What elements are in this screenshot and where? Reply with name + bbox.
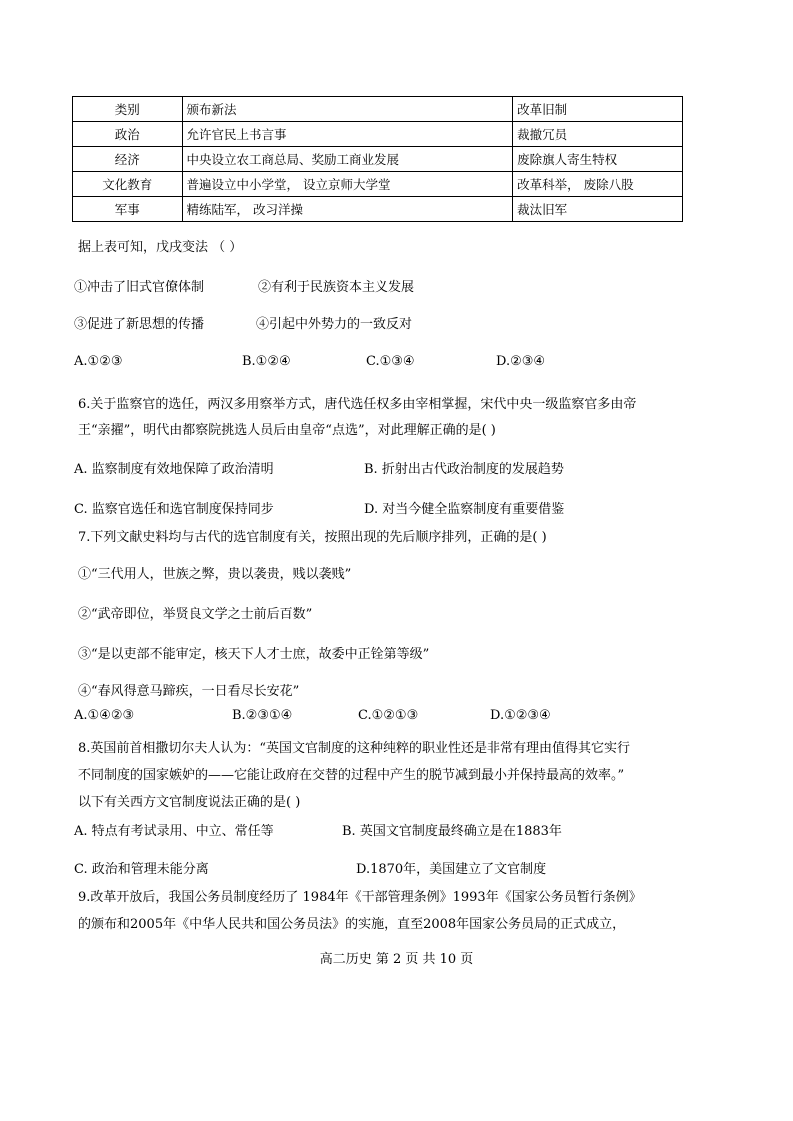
q8-stem: 8.英国前首相撒切尔夫人认为：“英国文官制度的这种纯粹的职业性还是非常有理由值得其它实行 <box>78 741 631 756</box>
q8-option-c[interactable]: C. 政治和管理未能分离 <box>74 862 209 877</box>
q8-stem: 以下有关西方文官制度说法正确的是( ) <box>78 795 301 810</box>
q5-option-c[interactable]: C.①③④ <box>366 354 415 369</box>
q5-item: ②有利于民族资本主义发展 <box>258 280 415 295</box>
table-row <box>73 122 683 147</box>
q6-option-a[interactable]: A. 监察制度有效地保障了政治清明 <box>74 462 274 477</box>
table-header-row <box>73 97 683 122</box>
table-row <box>73 172 683 197</box>
q9-stem: 的颁布和2005年《中华人民共和国公务员法》的实施，直至2008年国家公务员局的正式成立， <box>78 917 626 932</box>
q7-option-b[interactable]: B.②③①④ <box>232 708 293 723</box>
q7-quote: ②“武帝即位，举贤良文学之士前后百数” <box>78 607 313 622</box>
q6-option-d[interactable]: D. 对当今健全监察制度有重要借鉴 <box>364 502 565 517</box>
q5-stem: 据上表可知，戊戌变法 （ ） <box>78 240 243 255</box>
q7-option-d[interactable]: D.①②③④ <box>490 708 551 723</box>
q5-item: ①冲击了旧式官僚体制 <box>74 280 205 295</box>
table-cell: 改革科举， 废除八股 <box>513 172 683 197</box>
q6-stem: 王“亲擢”，明代由都察院挑选人员后由皇帝“点选”，对此理解正确的是( ) <box>78 423 496 438</box>
table-cell: 文化教育 <box>73 172 183 197</box>
q9-stem: 9.改革开放后，我国公务员制度经历了 1984年《干部管理条例》1993年《国家公务员暂行条例》 <box>78 890 642 905</box>
table-cell: 精练陆军， 改习洋操 <box>182 197 513 222</box>
table-cell: 裁撤冗员 <box>513 122 683 147</box>
q6-option-b[interactable]: B. 折射出古代政治制度的发展趋势 <box>364 462 564 477</box>
table-row <box>73 197 683 222</box>
q7-quote: ④“春风得意马蹄疾，一日看尽长安花” <box>78 684 300 699</box>
q7-stem: 7.下列文献史料均与古代的选官制度有关，按照出现的先后顺序排列，正确的是( ) <box>78 530 547 545</box>
table-header-cell: 改革旧制 <box>513 97 683 122</box>
q6-stem: 6.关于监察官的选任，两汉多用察举方式，唐代选任权多由宰相掌握，宋代中央一级监察官多由帝 <box>78 397 637 412</box>
table-cell: 中央设立农工商总局、奖励工商业发展 <box>182 147 513 172</box>
q8-stem: 不同制度的国家嫉妒的——它能让政府在交替的过程中产生的脱节减到最小并保持最高的效率。” <box>78 768 625 783</box>
table-cell: 军事 <box>73 197 183 222</box>
table-cell: 政治 <box>73 122 183 147</box>
q8-option-a[interactable]: A. 特点有考试录用、中立、常任等 <box>74 824 274 839</box>
q5-option-d[interactable]: D.②③④ <box>496 354 546 369</box>
q8-option-d[interactable]: D.1870年，美国建立了文官制度 <box>356 862 547 877</box>
table-header-cell: 颁布新法 <box>182 97 513 122</box>
reform-table <box>72 96 683 222</box>
q5-option-a[interactable]: A.①②③ <box>74 354 123 369</box>
q8-option-b[interactable]: B. 英国文官制度最终确立是在1883年 <box>342 824 562 839</box>
table-cell: 普遍设立中小学堂， 设立京师大学堂 <box>182 172 513 197</box>
q5-item: ③促进了新思想的传播 <box>74 317 205 332</box>
table-cell: 经济 <box>73 147 183 172</box>
table-cell: 裁汰旧军 <box>513 197 683 222</box>
page-footer: 高二历史 第 2 页 共 10 页 <box>319 952 474 967</box>
table-cell: 废除旗人寄生特权 <box>513 147 683 172</box>
q6-option-c[interactable]: C. 监察官选任和选官制度保持同步 <box>74 502 274 517</box>
q7-option-a[interactable]: A.①④②③ <box>74 708 135 723</box>
q7-quote: ③“是以吏部不能审定，核天下人才士庶，故委中正铨第等级” <box>78 647 430 662</box>
q5-option-b[interactable]: B.①②④ <box>242 354 291 369</box>
q5-item: ④引起中外势力的一致反对 <box>256 317 413 332</box>
table-header-cell: 类别 <box>73 97 183 122</box>
q7-option-c[interactable]: C.①②①③ <box>358 708 419 723</box>
table-cell: 允许官民上书言事 <box>182 122 513 147</box>
table-row <box>73 147 683 172</box>
q7-quote: ①“三代用人，世族之弊，贵以袭贵，贱以袭贱” <box>78 567 352 582</box>
